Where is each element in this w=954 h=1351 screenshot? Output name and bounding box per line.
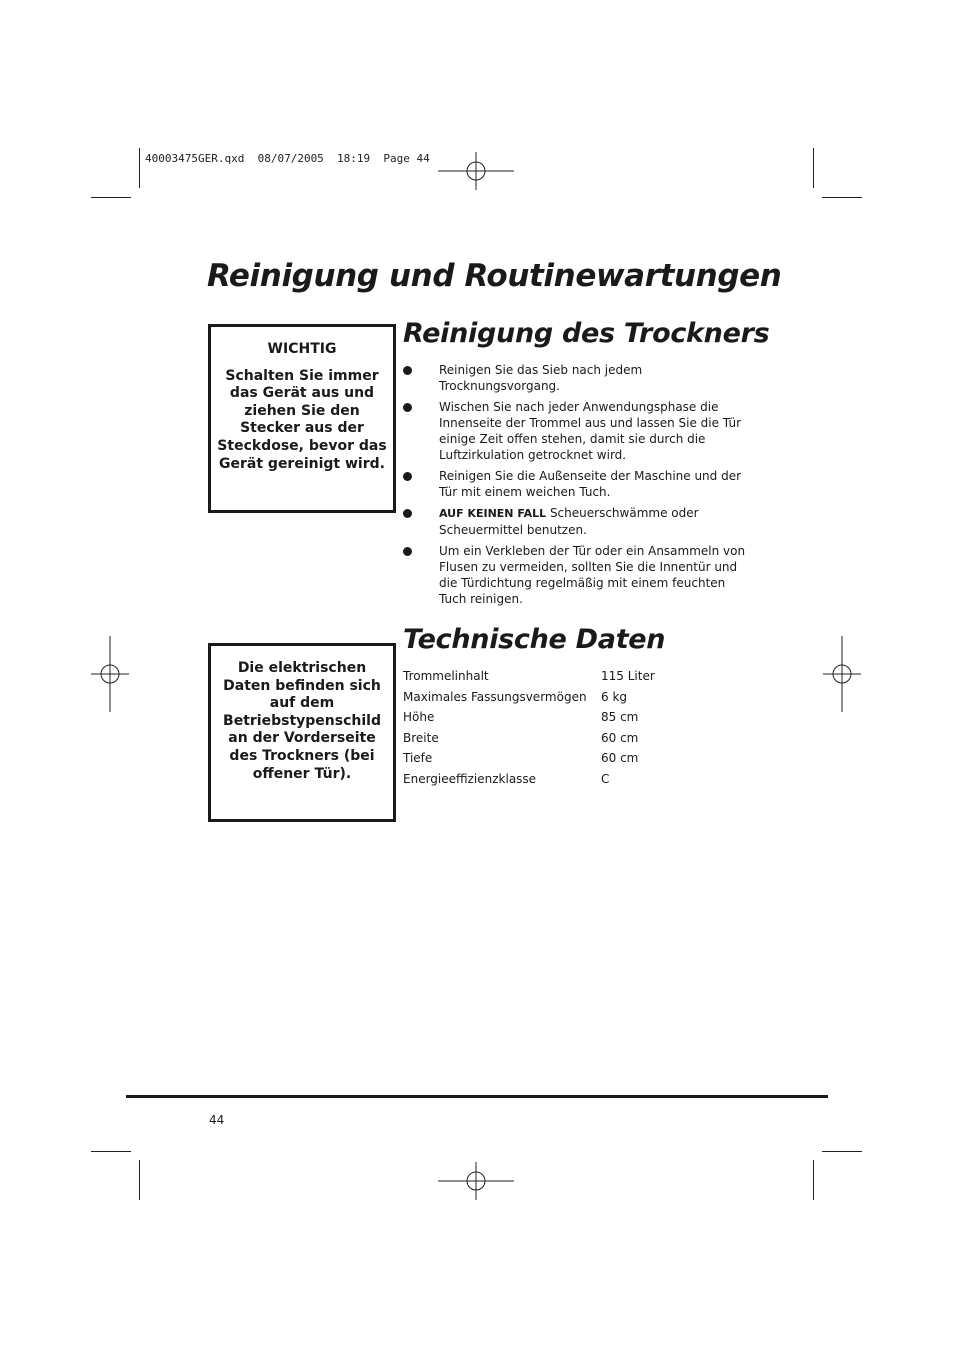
spec-value: C xyxy=(601,771,610,786)
footer-rule xyxy=(126,1095,828,1098)
table-row xyxy=(403,709,655,730)
crop-mark xyxy=(139,148,140,188)
spec-label: Maximales Fassungsvermögen xyxy=(403,689,587,704)
bullet-icon xyxy=(403,472,412,481)
spec-value: 60 cm xyxy=(601,730,639,745)
bullet-icon xyxy=(403,366,412,375)
bullet-icon xyxy=(403,547,412,556)
list-item-text: Reinigen Sie das Sieb nach jedem Trocknungsvorgang. xyxy=(439,363,643,393)
crop-mark xyxy=(813,148,814,188)
section-heading-cleaning: Reinigung des Trockners xyxy=(403,318,770,349)
crop-mark xyxy=(91,1151,131,1152)
bullet-icon xyxy=(403,403,412,412)
spec-table xyxy=(403,668,655,792)
list-item xyxy=(403,543,748,607)
important-notice-box xyxy=(208,324,396,513)
print-slug: 40003475GER.qxd 08/07/2005 18:19 Page 44 xyxy=(145,152,430,165)
registration-mark-left xyxy=(72,636,148,712)
crop-mark xyxy=(139,1160,140,1200)
notice-text: Die elektrischen Daten befinden sich auf dem Betriebstypenschild an der Vorderseite des Trockners (bei offener Tür). xyxy=(223,660,381,782)
electrical-data-notice-box xyxy=(208,643,396,822)
spec-value: 115 Liter xyxy=(601,669,655,683)
section-heading-specs: Technische Daten xyxy=(403,624,666,655)
table-row xyxy=(403,689,655,710)
bullet-icon xyxy=(403,509,412,518)
page-title: Reinigung und Routinewartungen xyxy=(207,258,782,294)
table-row xyxy=(403,730,655,751)
table-row xyxy=(403,750,655,771)
list-item-text: Wischen Sie nach jeder Anwendungsphase die Innenseite der Trommel aus und lassen Sie die Tür einige Zeit offen stehen, damit sie durch die Luftzirkulation getrocknet wird. xyxy=(439,400,742,462)
list-item xyxy=(403,362,748,394)
list-item xyxy=(403,505,748,538)
spec-value: 6 kg xyxy=(601,689,628,704)
crop-mark xyxy=(822,197,862,198)
crop-mark xyxy=(822,1151,862,1152)
spec-label: Breite xyxy=(403,730,439,745)
registration-mark-top xyxy=(438,133,514,209)
registration-mark-bottom xyxy=(438,1143,514,1219)
crop-mark xyxy=(813,1160,814,1200)
table-row xyxy=(403,668,655,689)
list-item-emphasis: AUF KEINEN FALL xyxy=(439,507,547,520)
list-item xyxy=(403,399,748,463)
registration-mark-right xyxy=(804,636,880,712)
crop-mark xyxy=(91,197,131,198)
spec-label: Energieeffizienzklasse xyxy=(403,771,537,786)
list-item xyxy=(403,468,748,500)
spec-value: 85 cm xyxy=(601,710,639,725)
list-item-text: Um ein Verkleben der Tür oder ein Ansammeln von Flusen zu vermeiden, sollten Sie die Innentür und die Türdichtung regelmäßig mit einem feuchten Tuch reinigen. xyxy=(439,544,746,606)
list-item-text: Reinigen Sie die Außenseite der Maschine und der Tür mit einem weichen Tuch. xyxy=(439,469,742,499)
spec-value: 60 cm xyxy=(601,751,639,766)
page-number: 44 xyxy=(209,1113,225,1127)
spec-label: Tiefe xyxy=(403,751,433,766)
notice-label: WICHTIG xyxy=(267,341,337,357)
notice-text: Schalten Sie immer das Gerät aus und ziehen Sie den Stecker aus der Steckdose, bevor das Gerät gereinigt wird. xyxy=(217,367,387,472)
cleaning-instructions-list xyxy=(403,362,748,612)
spec-label: Trommelinhalt xyxy=(403,669,489,683)
spec-label: Höhe xyxy=(403,710,435,725)
list-item-text: Scheuerschwämme oder Scheuermittel benutzen. xyxy=(439,506,699,537)
table-row xyxy=(403,771,655,792)
